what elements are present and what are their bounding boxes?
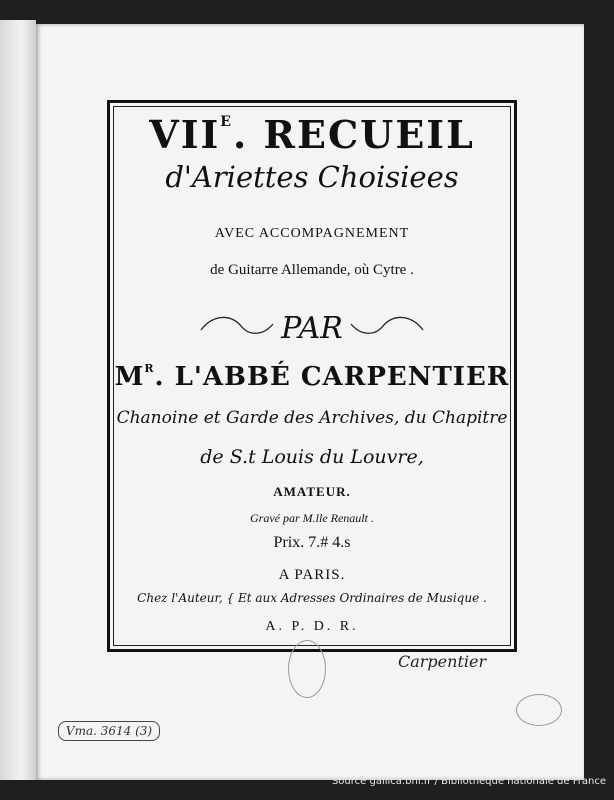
source-credit: Source gallica.bnf.fr / Bibliothèque nationale de France: [331, 776, 606, 787]
collection-title: [113, 112, 511, 157]
title-word: . RECUEIL: [232, 112, 475, 157]
author-prefix: M: [114, 362, 145, 392]
city-line: A PARIS.: [278, 567, 346, 583]
privilege-line: A. P. D. R.: [265, 619, 359, 634]
author-role-line-2: de S.t Louis du Louvre,: [200, 446, 424, 468]
library-stamp-small: [516, 694, 562, 726]
author-line: [113, 362, 511, 392]
title-superscript: E: [220, 114, 233, 130]
handwritten-signature: Carpentier: [398, 652, 487, 671]
author-superscript: R: [144, 362, 155, 375]
author-name: . L'ABBÉ CARPENTIER: [154, 362, 510, 392]
shelfmark-label: Vma. 3614 (3): [58, 721, 160, 741]
amateur-label: AMATEUR.: [273, 484, 351, 499]
engraver-line: Gravé par M.lle Renault .: [250, 511, 374, 525]
previous-page-edge: [0, 20, 36, 780]
par-ornament: [113, 306, 511, 348]
instrument-line: de Guitarre Allemande, où Cytre .: [210, 262, 414, 278]
publisher-line: Chez l'Auteur, { Et aux Adresses Ordinaires de Musique .: [137, 591, 487, 605]
price-line: Prix. 7.# 4.s: [273, 534, 351, 551]
subtitle: d'Ariettes Choisiees: [165, 160, 459, 194]
par-flourish: [113, 306, 511, 348]
par-text: PAR: [281, 311, 343, 346]
author-role-line-1: Chanoine et Garde des Archives, du Chapitre: [116, 408, 508, 428]
title-numeral: VII: [149, 112, 221, 157]
library-stamp-oval: [288, 640, 326, 698]
accompaniment-line: AVEC ACCOMPAGNEMENT: [214, 226, 410, 241]
